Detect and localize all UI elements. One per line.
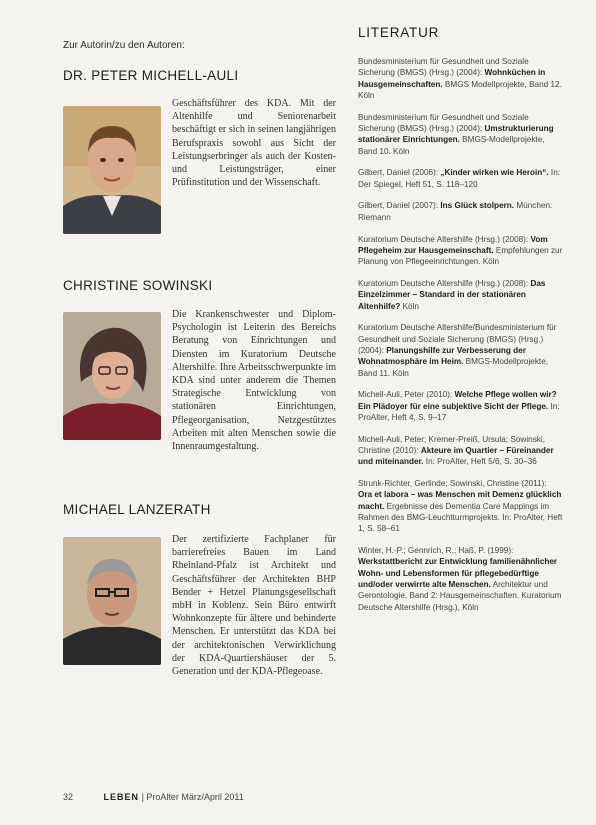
author-name-lanzerath: MICHAEL LANZERATH bbox=[63, 502, 211, 517]
author-name-sowinski: CHRISTINE SOWINSKI bbox=[63, 278, 213, 293]
literature-entry: Gilbert, Daniel (2007): Ins Glück stolpern. München: Riemann bbox=[358, 201, 553, 222]
author-photo-michell-auli bbox=[63, 106, 161, 234]
literature-heading: LITERATUR bbox=[358, 25, 440, 40]
literature-entry: Bundesministerium für Gesundheit und Soziale Sicherung (BMGS) (Hrsg.) (2004): Wohnküchen in Hausgemeinschaften. BMGS Modellprojekte, Band 12. Köln bbox=[358, 57, 562, 100]
authors-intro: Zur Autorin/zu den Autoren: bbox=[63, 40, 185, 51]
literature-entry: Bundesministerium für Gesundheit und Soziale Sicherung (BMGS) (Hrsg.) (2004): Umstrukturierung stationärer Einrichtungen. BMGS-Modellprojekte, Band 10. Köln bbox=[358, 112, 554, 156]
author-photo-lanzerath bbox=[63, 537, 161, 665]
literature-entry: Kuratorium Deutsche Altershilfe (Hrsg.) (2008): Das Einzelzimmer – Standard in der stationären Altenhilfe? Köln bbox=[358, 278, 546, 311]
author-bio-lanzerath: Der zertifizierte Fachplaner für barrierefreies Bauen im Land Rheinland-Pfalz ist Architekt und Geschäftsführer der Architekten BHP Bender + Hetzel Planungsgesellschaft mbH in Koblenz. Sein Büro entwirft Wohnkonzepte für ältere und behinderte Menschen. Er unterstützt das KDA bei der architektonischen Verwirklichung der KDA-Quartiershäuser der 5. Generation und der KDA-Pflegeoase. bbox=[172, 534, 336, 678]
literature-entry: Kuratorium Deutsche Altershilfe (Hrsg.) (2008): Vom Pflegeheim zur Hausgemeinschaft. Empfehlungen zur Planung von Pflegeeinrichtungen. Köln bbox=[358, 234, 563, 267]
literature-entry: Michell-Auli, Peter (2010): Welche Pflege wollen wir? Ein Plädoyer für eine subjektive Sicht der Pflege. In: ProAlter, Heft 4, S. 9–17 bbox=[358, 390, 560, 422]
literature-entry: Michell-Auli, Peter; Kremer-Preiß, Ursula; Sowinski, Christine (2010): Akteure im Quartier – Füreinander und miteinander. In: ProAlter, Heft 5/6, S. 30–36 bbox=[358, 434, 554, 467]
page-number: 32 bbox=[63, 792, 74, 802]
literature-entry: Kuratorium Deutsche Altershilfe/Bundesministerium für Gesundheit und Soziale Sicherung (BMGS) (Hrsg.) (2004): Planungshilfe zur Verbesserung der Wohnatmosphäre im Heim. BMGS-Modellprojekte, Band 11. Köln bbox=[358, 323, 557, 378]
literature-entry: Strunk-Richter, Gerlinde; Sowinski, Christine (2011): Ora et labora – was Menschen mit Demenz glücklich macht. Ergebnisse des Dementia Care Mappings im Rahmen des BMG-Leuchtturmprojekts. In: ProAlter, Heft 1, S. 58–61 bbox=[358, 479, 563, 534]
literature-list bbox=[358, 56, 563, 623]
author-photo-sowinski bbox=[63, 312, 161, 440]
literature-entry: Winter, H.-P.; Gennrich, R.; Haß, P. (1999): Werkstattbericht zur Entwicklung familienähnlicher Wohn- und Lebensformen für pflegebedürftige und/oder verwirrte alte Menschen. Architektur und Gerontologie, Band 2: Hausgemeinschaften. Kuratorium Deutsche Altershilfe (Hrsg.), Köln bbox=[358, 546, 562, 612]
literature-entry: Gilbert, Daniel (2006): „Kinder wirken wie Heroin“. In: Der Spiegel, Heft 51, S. 118–120 bbox=[358, 168, 561, 189]
issue-info: | ProAlter März/April 2011 bbox=[141, 792, 244, 802]
page-footer bbox=[63, 792, 244, 802]
author-bio-sowinski: Die Krankenschwester und Diplom-Psychologin ist Leiterin des Bereichs Beratung von Einrichtungen und Diensten im Kuratorium Deutsche Altershilfe. Ihre Arbeitsschwerpunkte im KDA sind unter anderem die Themen Strategische Entwicklung von stationären Einrichtungen, Pflegeorganisation, Netzgestütztes Arbeiten mit alten Menschen sowie die Innenraumgestaltung. bbox=[172, 309, 336, 453]
magazine-brand: LEBEN bbox=[103, 792, 140, 802]
author-name-michell-auli: DR. PETER MICHELL-AULI bbox=[63, 68, 239, 83]
author-bio-michell-auli: Geschäftsführer des KDA. Mit der Altenhilfe und Seniorenarbeit beschäftigt er sich in seinen langjährigen Berufspraxis sowohl aus Sicht der Leistungserbringer als auch der Kosten- und Leistungsträger, einer Prüfinstitution und der Wissenschaft. bbox=[172, 98, 336, 189]
